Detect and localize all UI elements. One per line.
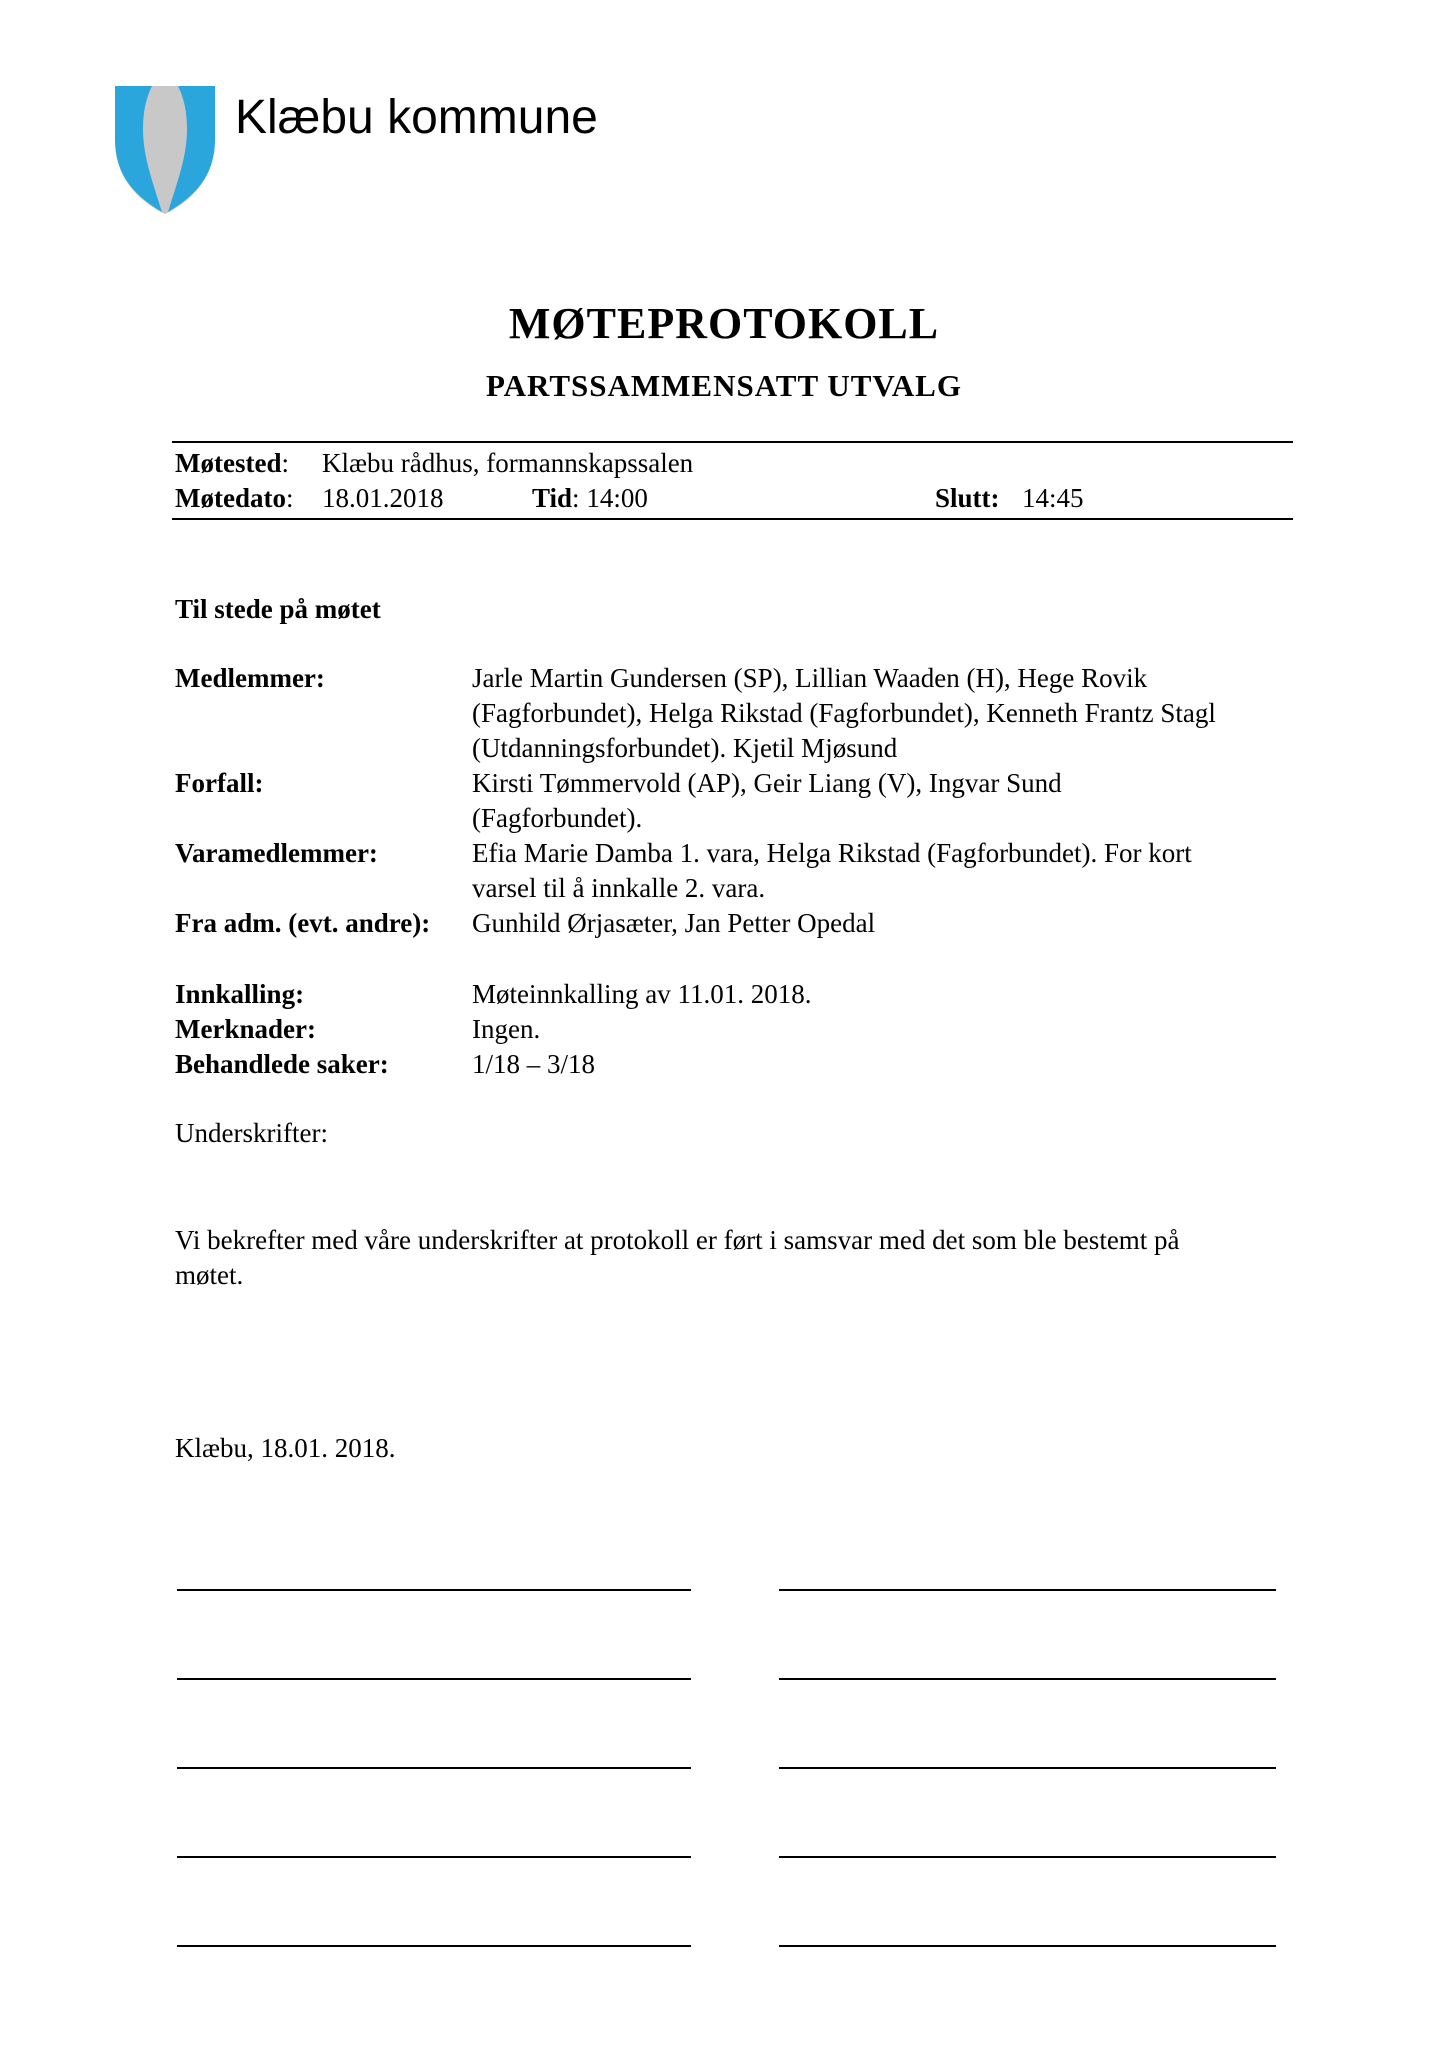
members-line: (Utdanningsforbundet). Kjetil Mjøsund [472, 733, 898, 763]
confirmation-line: møtet. [175, 1260, 244, 1290]
meeting-time-row: Tid: 14:00 [532, 483, 648, 513]
meeting-end-label: Slutt: [935, 483, 1000, 513]
deputies-label: Varamedlemmer: [175, 838, 378, 868]
summons-label: Innkalling: [175, 979, 305, 1009]
meeting-date-value: 18.01.2018 [322, 483, 444, 513]
signatures-label: Underskrifter: [175, 1118, 328, 1148]
municipal-shield-logo [110, 84, 220, 216]
members-line: (Fagforbundet), Helga Rikstad (Fagforbundet), Kenneth Frantz Stagl [472, 698, 1216, 728]
summons-value: Møteinnkalling av 11.01. 2018. [472, 979, 812, 1009]
deputies-line: Efia Marie Damba 1. vara, Helga Rikstad (Fagforbundet). For kort [472, 838, 1192, 868]
meeting-place-label: Møtested [175, 448, 282, 478]
meeting-time-value: 14:00 [586, 483, 648, 513]
org-name: Klæbu kommune [235, 91, 598, 144]
place-date: Klæbu, 18.01. 2018. [175, 1433, 396, 1463]
absent-label: Forfall: [175, 768, 264, 798]
confirmation-line: Vi bekrefter med våre underskrifter at protokoll er ført i samsvar med det som ble bestemt på [175, 1225, 1180, 1255]
remarks-label: Merknader: [175, 1014, 316, 1044]
remarks-value: Ingen. [472, 1014, 541, 1044]
signature-line-left [177, 1589, 691, 1591]
cases-label: Behandlede saker: [175, 1049, 389, 1079]
signature-line-left [177, 1678, 691, 1680]
signature-line-right [779, 1678, 1276, 1680]
document-subtitle: PARTSSAMMENSATT UTVALG [486, 368, 962, 403]
members-label: Medlemmer: [175, 663, 325, 693]
signature-line-right [779, 1589, 1276, 1591]
signature-line-left [177, 1856, 691, 1858]
signature-line-left [177, 1767, 691, 1769]
meeting-date-label: Møtedato [175, 483, 286, 513]
meeting-place-row: Møtested: [175, 448, 289, 478]
divider-bottom [172, 518, 1293, 520]
meeting-time-label: Tid [532, 483, 573, 513]
deputies-line: varsel til å innkalle 2. vara. [472, 873, 766, 903]
signature-line-left [177, 1945, 691, 1947]
meeting-end-value: 14:45 [1022, 483, 1084, 513]
admin-value: Gunhild Ørjasæter, Jan Petter Opedal [472, 908, 876, 938]
signature-line-right [779, 1856, 1276, 1858]
members-line: Jarle Martin Gundersen (SP), Lillian Waaden (H), Hege Rovik [472, 663, 1148, 693]
divider-top [172, 441, 1293, 443]
signature-line-right [779, 1945, 1276, 1947]
signature-line-right [779, 1767, 1276, 1769]
meeting-place-value: Klæbu rådhus, formannskapssalen [322, 448, 694, 478]
absent-line: (Fagforbundet). [472, 803, 643, 833]
meeting-date-row: Møtedato: [175, 483, 294, 513]
absent-line: Kirsti Tømmervold (AP), Geir Liang (V), Ingvar Sund [472, 768, 1062, 798]
admin-label: Fra adm. (evt. andre): [175, 908, 431, 938]
attendance-heading: Til stede på møtet [175, 594, 381, 624]
cases-value: 1/18 – 3/18 [472, 1049, 596, 1079]
document-title: MØTEPROTOKOLL [508, 299, 940, 348]
